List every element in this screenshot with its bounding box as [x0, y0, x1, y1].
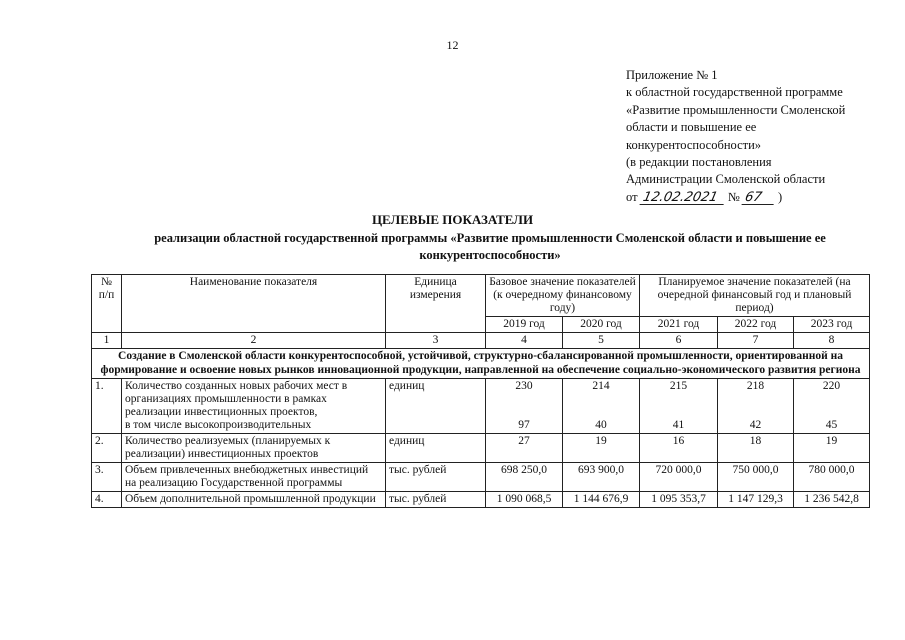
column-number: 8	[794, 333, 870, 349]
year-cell: 2022 год	[718, 317, 794, 333]
column-number: 6	[640, 333, 718, 349]
row-unit: единиц	[386, 434, 486, 463]
value-cell: 750 000,0	[718, 463, 794, 492]
value: 230	[515, 380, 533, 392]
sub-value: 42	[749, 419, 762, 431]
value-cell: 1 090 068,5	[486, 492, 563, 508]
table-row	[92, 379, 870, 434]
value-cell	[486, 379, 563, 434]
value-cell: 698 250,0	[486, 463, 563, 492]
value-cell: 1 095 353,7	[640, 492, 718, 508]
year-cell: 2023 год	[794, 317, 870, 333]
handwritten-number: 67	[741, 191, 776, 205]
row-number: 1.	[92, 379, 122, 434]
column-number: 3	[386, 333, 486, 349]
header-unit: Единица измерения	[386, 275, 486, 333]
table-row	[92, 492, 870, 508]
column-number: 4	[486, 333, 563, 349]
table-row	[92, 434, 870, 463]
row-name: Объем дополнительной промышленной продукции	[122, 492, 386, 508]
year-cell: 2020 год	[563, 317, 640, 333]
sub-value: 41	[672, 419, 685, 431]
document-title: ЦЕЛЕВЫЕ ПОКАЗАТЕЛИ	[371, 212, 534, 227]
section-row	[92, 349, 870, 379]
sub-value: 40	[595, 419, 607, 431]
appendix-block	[626, 67, 901, 206]
row-number: 4.	[92, 492, 122, 508]
value-cell: 1 144 676,9	[563, 492, 640, 508]
value-cell: 720 000,0	[640, 463, 718, 492]
appendix-line: Приложение № 1	[626, 68, 718, 82]
value-cell: 780 000,0	[794, 463, 870, 492]
value-cell	[640, 379, 718, 434]
value: 218	[746, 380, 765, 392]
value-cell: 16	[640, 434, 718, 463]
value: 214	[592, 380, 610, 392]
appendix-date-line	[626, 189, 901, 206]
value: 220	[822, 380, 841, 392]
sub-value: 45	[825, 419, 838, 431]
row-name: Объем привлеченных внебюджетных инвестиций на реализацию Государственной программы	[122, 463, 386, 492]
header-base: Базовое значение показателей (к очередному финансовому году)	[486, 275, 640, 317]
close-paren: )	[778, 189, 783, 204]
row-number: 2.	[92, 434, 122, 463]
indicators-table	[91, 274, 870, 508]
column-number: 2	[122, 333, 386, 349]
value-cell: 1 236 542,8	[794, 492, 870, 508]
header-num: № п/п	[92, 275, 122, 333]
year-cell: 2021 год	[640, 317, 718, 333]
appendix-line: области и повышение ее	[626, 120, 757, 135]
value-cell: 1 147 129,3	[718, 492, 794, 508]
row-name-cell	[122, 379, 386, 434]
sub-value: 97	[518, 419, 530, 431]
value-cell: 27	[486, 434, 563, 463]
number-label: №	[727, 189, 740, 204]
value: 215	[669, 380, 688, 392]
value-cell: 19	[563, 434, 640, 463]
year-cell: 2019 год	[486, 317, 563, 333]
header-plan: Планируемое значение показателей (на очередной финансовый год и плановый период)	[640, 275, 870, 317]
column-number: 7	[718, 333, 794, 349]
row-unit: тыс. рублей	[386, 492, 486, 508]
appendix-line: конкурентоспособности»	[626, 137, 762, 152]
value-cell: 18	[718, 434, 794, 463]
column-number: 5	[563, 333, 640, 349]
row-unit: единиц	[386, 379, 486, 434]
appendix-line: «Развитие промышленности Смоленской	[626, 102, 846, 117]
value-cell	[794, 379, 870, 434]
row-unit: тыс. рублей	[386, 463, 486, 492]
column-numbers-row	[92, 333, 870, 349]
value-cell: 693 900,0	[563, 463, 640, 492]
row-name: Количество реализуемых (планируемых к реализации) инвестиционных проектов	[122, 434, 386, 463]
value-cell: 19	[794, 434, 870, 463]
appendix-line: к областной государственной программе	[626, 85, 843, 100]
document-subtitle: реализации областной государственной программы «Развитие промышленности Смоленской области и повышение ее конкурентоспособности»	[154, 231, 826, 262]
value-cell	[563, 379, 640, 434]
value-cell	[718, 379, 794, 434]
row-name: Количество созданных новых рабочих мест в организациях промышленности в рамках реализации инвестиционных проектов,	[125, 380, 348, 418]
from-label: от	[626, 189, 638, 204]
handwritten-date: 12.02.2021	[639, 191, 726, 205]
appendix-line: (в редакции постановления	[626, 155, 772, 170]
row-number: 3.	[92, 463, 122, 492]
header-row	[92, 275, 870, 317]
row-name-sub: в том числе высокопроизводительных	[125, 419, 312, 431]
header-name: Наименование показателя	[122, 275, 386, 333]
page-number: 12	[446, 38, 459, 52]
column-number: 1	[92, 333, 122, 349]
table-row	[92, 463, 870, 492]
section-heading: Создание в Смоленской области конкурентоспособной, устойчивой, структурно-сбалансированной промышленности, ориентированной на формирование и освоение новых рынков инновационной продукции, направленной на обеспечение социально-экономического развития региона	[92, 349, 870, 379]
appendix-line: Администрации Смоленской области	[626, 172, 826, 187]
